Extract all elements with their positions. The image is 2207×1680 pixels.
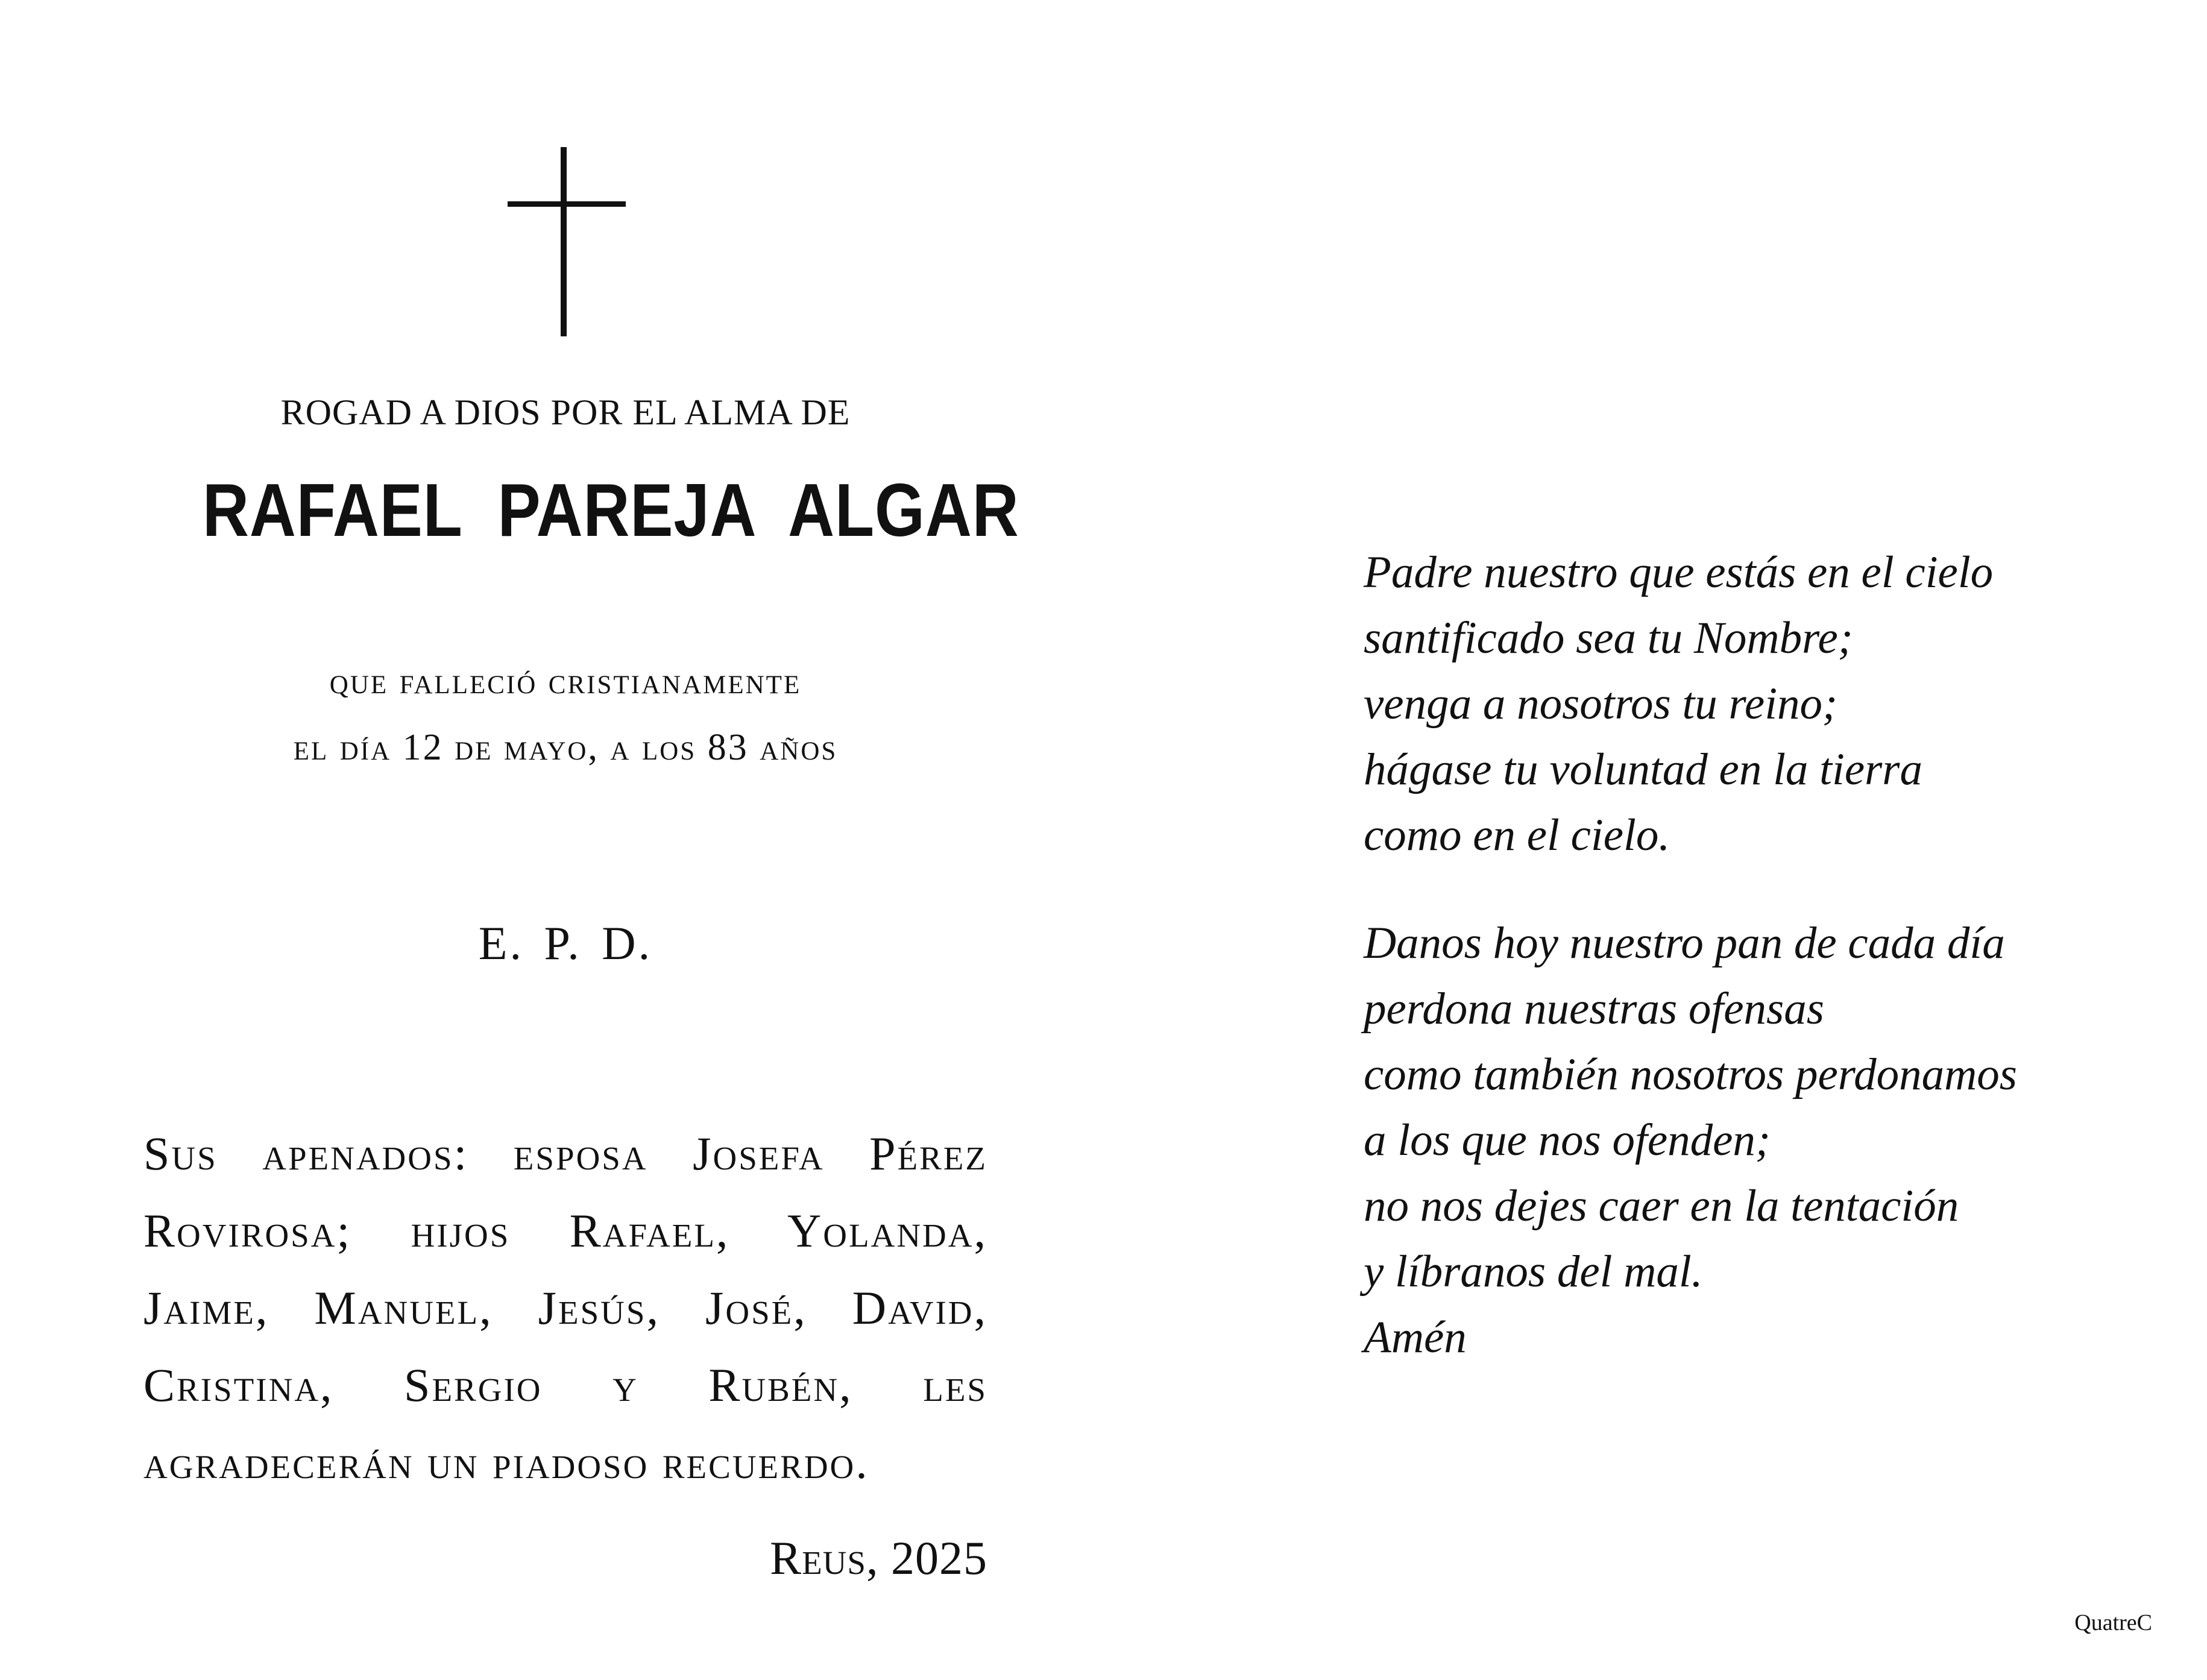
prayer-line: santificado sea tu Nombre; [1364,613,1853,663]
prayer-line: a los que nos ofenden; [1364,1115,1771,1165]
prayer-line: venga a nosotros tu reino; [1364,679,1838,729]
prayer-line: perdona nuestras ofensas [1364,984,1824,1034]
death-date-line: el día 12 de mayo, a los 83 años [293,727,838,768]
printer-mark: QuatreC [2074,1610,2152,1635]
prayer-line: Amén [1364,1312,1467,1362]
deceased-name: RAFAEL PAREJA ALGAR [203,469,1019,552]
death-notice-line: que falleció cristianamente [329,661,802,702]
prayer-stanza-1 [1364,540,2087,868]
prayer-line: Danos hoy nuestro pan de cada día [1364,918,2005,968]
prayer-line: no nos dejes caer en la tentación [1364,1181,1959,1231]
prayer-stanza-2 [1364,910,2087,1370]
rest-in-peace: E. P. D. [478,917,653,969]
place-and-year: Reus, 2025 [770,1532,987,1584]
prayer-line: como también nosotros perdonamos [1364,1049,2017,1100]
prayer-line: como en el cielo. [1364,810,1670,860]
prayer-line: y líbranos del mal. [1364,1247,1703,1297]
prayer-line: Padre nuestro que estás en el cielo [1364,547,1994,597]
latin-cross-icon [508,147,626,336]
prayer-request-heading: ROGAD A DIOS POR EL ALMA DE [280,392,851,432]
mourners-paragraph: Sus apenados: esposa Josefa Pérez Rovirosa; hijos Rafael, Yolanda, Jaime, Manuel, Jesús, José, David, Cristina, Sergio y Rubén, les agradecerán un piadoso recuerdo. [143,1127,987,1488]
prayer-line: hágase tu voluntad en la tierra [1364,744,1922,794]
